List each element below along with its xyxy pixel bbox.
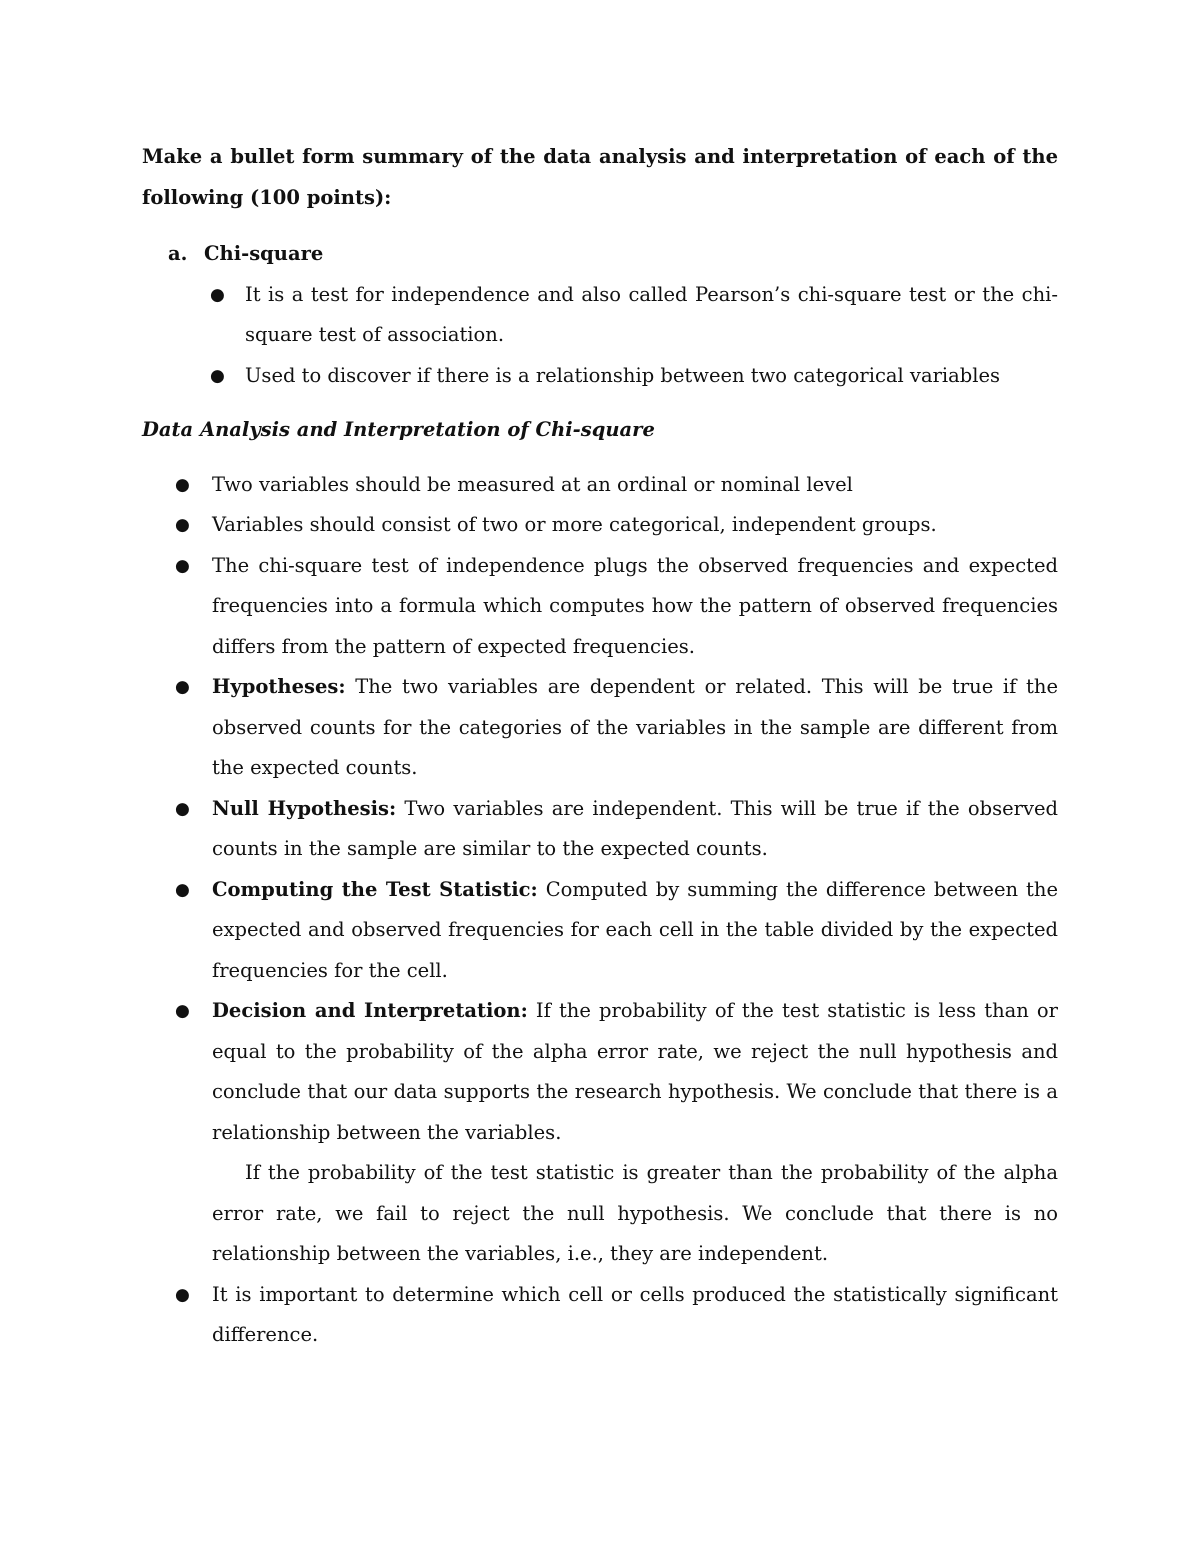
item-label: Null Hypothesis: [212,796,397,820]
list-item-decision [142,991,1058,1275]
bullet-icon: ● [175,555,190,576]
item-label: Decision and Interpretation: [212,999,528,1022]
list-item [142,1275,1058,1356]
section-heading [142,234,1058,275]
bullet-icon: ● [175,1284,190,1305]
decision-continuation: If the probability of the test statistic is greater than the probability of the alpha error rate, we fail to reject the null hypothesis. We conclude that there is no relationship between the variables, i.e., they are independent. [212,1161,1058,1265]
list-item-text: Used to discover if there is a relationship between two categorical variables [245,363,1001,387]
analysis-list [142,465,1058,1356]
list-item-text: Variables should consist of two or more categorical, independent groups. [212,513,937,536]
item-label: Hypotheses: [212,675,346,698]
list-item-test-statistic [142,870,1058,992]
list-item-text: Two variables should be measured at an ordinal or nominal level [212,472,853,496]
list-item-text: Two variables are independent. This will be true if the observed counts in the sample are similar to the expected counts. [212,796,1059,860]
bullet-icon: ● [175,677,190,697]
bullet-icon: ● [210,284,225,305]
list-item [142,275,1058,356]
section-letter: a. [168,242,188,265]
bullet-icon: ● [175,798,190,819]
intro-instruction: Make a bullet form summary of the data analysis and interpretation of each of the following (100 points): [142,145,1058,209]
list-item-text: The two variables are dependent or related. This will be true if the observed counts for the categories of the variables in the sample are different from the expected counts. [212,675,1058,779]
list-item-null-hypothesis [142,789,1058,870]
bullet-icon: ● [210,365,225,386]
list-item [142,546,1058,668]
list-item-hypotheses [142,667,1058,789]
list-item-text: The chi-square test of independence plugs the observed frequencies and expected frequencies into a formula which computes how the pattern of observed frequencies differs from the pattern of expected frequencies. [212,553,1058,658]
item-label: Computing the Test Statistic: [212,877,538,901]
definition-list [142,275,1058,397]
list-item-text: Computed by summing the difference between the expected and observed frequencies for each cell in the table divided by the expected frequencies for the cell. [212,877,1058,982]
analysis-title: Data Analysis and Interpretation of Chi-square [142,418,655,441]
list-item [142,505,1058,546]
bullet-icon: ● [175,879,190,900]
bullet-icon: ● [175,474,190,495]
list-item-text: It is important to determine which cell or cells produced the statistically significant difference. [212,1282,1058,1346]
bullet-icon: ● [175,1001,190,1021]
list-item-text: It is a test for independence and also called Pearson’s chi-square test or the chi-square test of association. [245,282,1058,346]
list-item-text: If the probability of the test statistic is less than or equal to the probability of the alpha error rate, we reject the null hypothesis and conclude that our data supports the research hypothesis. We conclude that there is a relationship between the variables. [212,999,1058,1144]
section-title: Chi-square [204,242,324,265]
list-item [142,465,1058,506]
document-page [142,137,1058,1356]
bullet-icon: ● [175,515,190,535]
list-item [142,356,1058,397]
